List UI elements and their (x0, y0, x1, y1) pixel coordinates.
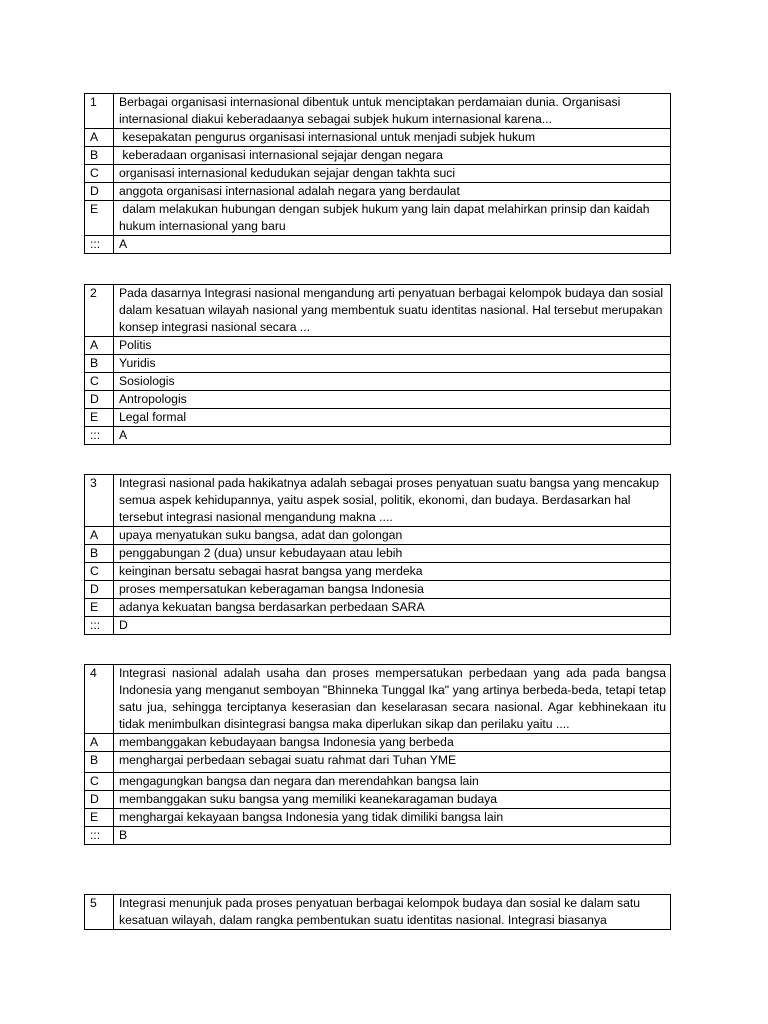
option-letter: A (85, 337, 114, 355)
option-row (85, 129, 671, 147)
option-row (85, 337, 671, 355)
option-row (85, 409, 671, 427)
question-table-3 (84, 474, 671, 635)
option-letter: D (85, 183, 114, 201)
answer-marker: ::: (85, 236, 114, 254)
option-letter: B (85, 545, 114, 563)
option-row (85, 183, 671, 201)
question-text: Integrasi menunjuk pada proses penyatuan berbagai kelompok budaya dan sosial ke dalam satu kesatuan wilayah, dalam rangka pembentukan suatu identitas nasional. Integrasi biasanya (114, 895, 671, 930)
option-text: mengagungkan bangsa dan negara dan merendahkan bangsa lain (114, 773, 671, 791)
option-text: penggabungan 2 (dua) unsur kebudayaan atau lebih (114, 545, 671, 563)
option-row (85, 581, 671, 599)
question-text: Berbagai organisasi internasional dibentuk untuk menciptakan perdamaian dunia. Organisasi internasional diakui keberadaanya sebagai subjek hukum internasional karena... (114, 94, 671, 129)
option-row (85, 809, 671, 827)
option-row (85, 147, 671, 165)
option-letter: C (85, 563, 114, 581)
question-number: 5 (85, 895, 114, 930)
option-letter: A (85, 734, 114, 752)
option-letter: E (85, 809, 114, 827)
option-text: menghargai perbedaan sebagai suatu rahmat dari Tuhan YME (114, 752, 671, 773)
answer-key: B (114, 827, 671, 845)
option-text: Antropologis (114, 391, 671, 409)
option-letter: E (85, 409, 114, 427)
option-text: Yuridis (114, 355, 671, 373)
option-row (85, 545, 671, 563)
answer-row (85, 617, 671, 635)
option-text: adanya kekuatan bangsa berdasarkan perbedaan SARA (114, 599, 671, 617)
question-row (85, 475, 671, 527)
option-row (85, 773, 671, 791)
option-letter: B (85, 752, 114, 773)
question-table-4 (84, 664, 671, 845)
question-row (85, 94, 671, 129)
option-letter: B (85, 147, 114, 165)
option-letter: E (85, 599, 114, 617)
question-row (85, 895, 671, 930)
option-text: kesepakatan pengurus organisasi internasional untuk menjadi subjek hukum (114, 129, 671, 147)
question-table-2 (84, 284, 671, 445)
question-text: Pada dasarnya Integrasi nasional mengandung arti penyatuan berbagai kelompok budaya dan sosial dalam kesatuan wilayah nasional yang membentuk suatu identitas nasional. Hal tersebut merupakan konsep integrasi nasional secara ... (114, 285, 671, 337)
question-table-1 (84, 93, 671, 254)
option-letter: C (85, 773, 114, 791)
answer-row (85, 236, 671, 254)
option-letter: B (85, 355, 114, 373)
option-text: Sosiologis (114, 373, 671, 391)
question-table-5 (84, 894, 671, 930)
option-text: keberadaan organisasi internasional sejajar dengan negara (114, 147, 671, 165)
option-letter: C (85, 373, 114, 391)
option-row (85, 165, 671, 183)
question-number: 4 (85, 665, 114, 734)
option-text: menghargai kekayaan bangsa Indonesia yang tidak dimiliki bangsa lain (114, 809, 671, 827)
option-row (85, 391, 671, 409)
answer-marker: ::: (85, 427, 114, 445)
option-text: anggota organisasi internasional adalah negara yang berdaulat (114, 183, 671, 201)
option-row (85, 599, 671, 617)
option-row (85, 355, 671, 373)
option-letter: E (85, 201, 114, 236)
answer-row (85, 427, 671, 445)
option-text: dalam melakukan hubungan dengan subjek hukum yang lain dapat melahirkan prinsip dan kaidah hukum internasional yang baru (114, 201, 671, 236)
option-text: membanggakan kebudayaan bangsa Indonesia yang berbeda (114, 734, 671, 752)
option-text: Politis (114, 337, 671, 355)
option-row (85, 734, 671, 752)
option-row (85, 201, 671, 236)
option-row (85, 791, 671, 809)
option-letter: D (85, 791, 114, 809)
option-letter: A (85, 129, 114, 147)
answer-marker: ::: (85, 827, 114, 845)
option-text: organisasi internasional kedudukan sejajar dengan takhta suci (114, 165, 671, 183)
answer-key: A (114, 236, 671, 254)
answer-key: D (114, 617, 671, 635)
question-number: 1 (85, 94, 114, 129)
option-text: keinginan bersatu sebagai hasrat bangsa yang merdeka (114, 563, 671, 581)
answer-key: A (114, 427, 671, 445)
option-row (85, 563, 671, 581)
question-row (85, 665, 671, 734)
answer-row (85, 827, 671, 845)
option-letter: D (85, 581, 114, 599)
option-text: upaya menyatukan suku bangsa, adat dan golongan (114, 527, 671, 545)
answer-marker: ::: (85, 617, 114, 635)
option-letter: A (85, 527, 114, 545)
question-row (85, 285, 671, 337)
question-text: Integrasi nasional adalah usaha dan proses mempersatukan perbedaan yang ada pada bangsa Indonesia yang menganut semboyan "Bhinneka Tunggal Ika" yang artinya berbeda-beda, tetapi tetap satu jua, sehingga terciptanya keserasian dan keselarasan secara nasional. Agar kebhinekaan itu tidak menimbulkan disintegrasi bangsa maka diperlukan sikap dan perilaku yaitu .... (114, 665, 671, 734)
option-letter: D (85, 391, 114, 409)
option-row (85, 373, 671, 391)
option-text: Legal formal (114, 409, 671, 427)
option-row (85, 527, 671, 545)
option-text: proses mempersatukan keberagaman bangsa Indonesia (114, 581, 671, 599)
option-text: membanggakan suku bangsa yang memiliki keanekaragaman budaya (114, 791, 671, 809)
option-letter: C (85, 165, 114, 183)
question-text: Integrasi nasional pada hakikatnya adalah sebagai proses penyatuan suatu bangsa yang mencakup semua aspek kehidupannya, yaitu aspek sosial, politik, ekonomi, dan budaya. Berdasarkan hal tersebut integrasi nasional mengandung makna .... (114, 475, 671, 527)
question-number: 2 (85, 285, 114, 337)
question-number: 3 (85, 475, 114, 527)
option-row (85, 752, 671, 773)
